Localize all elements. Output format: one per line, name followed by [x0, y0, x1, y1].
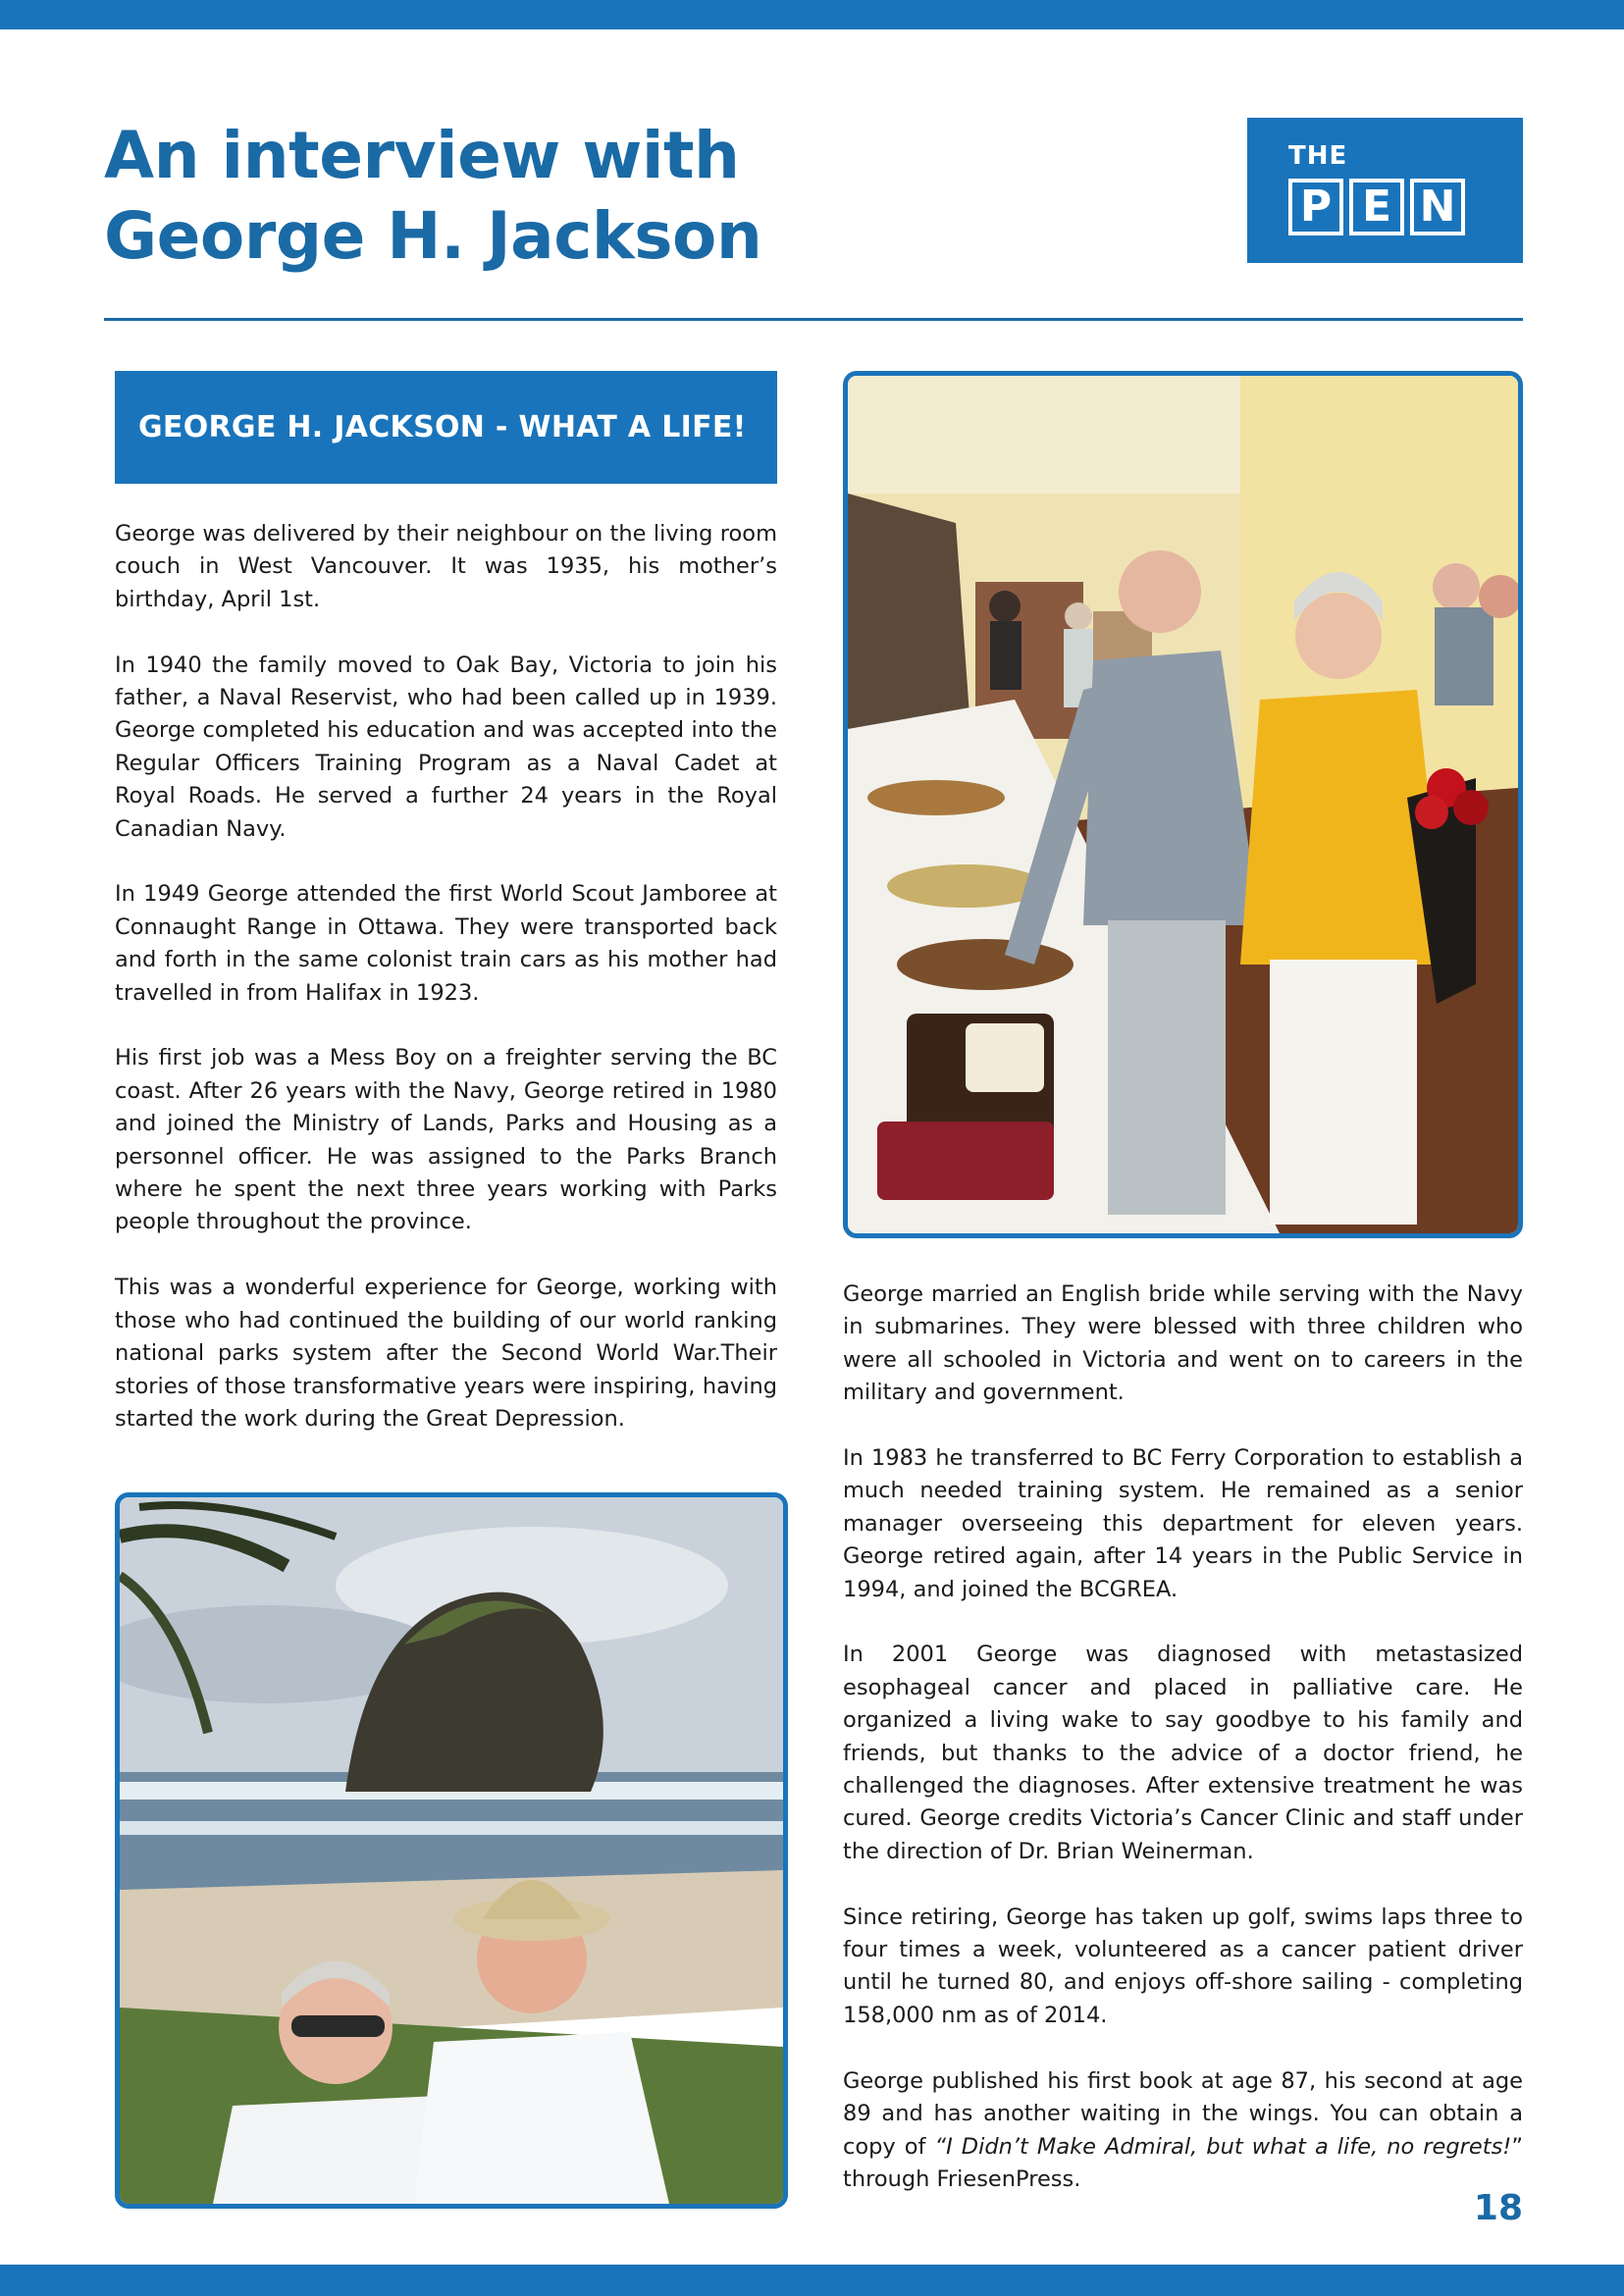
right-article-column [843, 1278, 1523, 2196]
bottom-accent-bar [0, 2265, 1624, 2296]
birthday-party-photo [843, 371, 1523, 1238]
logo-letter-p: P [1288, 179, 1343, 235]
logo-letters [1288, 179, 1465, 235]
page-title [104, 116, 987, 277]
paragraph: In 1949 George attended the first World Scout Jamboree at Connaught Range in Ottawa. They were transported back and forth in the same colonist train cars as his mother had travelled in from Halifax in 1923. [115, 881, 777, 1006]
beach-photo-illustration [120, 1497, 783, 2204]
the-pen-logo [1247, 118, 1523, 263]
book-title: “I Didn’t Make Admiral, but what a life, no regrets! [934, 2133, 1512, 2160]
logo-letter-e: E [1349, 179, 1404, 235]
paragraph: In 1940 the family moved to Oak Bay, Victoria to join his father, a Naval Reservist, who had been called up in 1939. George completed his education and was accepted into the Regular Officers Training Program as a Naval Cadet at Royal Roads. He served a further 24 years in the Royal Canadian Navy. [115, 652, 777, 842]
logo-letter-n: N [1410, 179, 1465, 235]
paragraph: In 1983 he transferred to BC Ferry Corporation to establish a much needed training system. He remained as a senior manager overseeing this department for eleven years. George retired again, after 14 years in the Public Service in 1994, and joined the BCGREA. [843, 1445, 1523, 1602]
paragraph: George was delivered by their neighbour on the living room couch in West Vancouver. It was 1935, his mother’s birthday, April 1st. [115, 521, 777, 612]
beach-couple-photo [115, 1492, 788, 2209]
paragraph: Since retiring, George has taken up golf, swims laps three to four times a week, volunteered as a cancer patient driver until he turned 80, and enjoys off-shore sailing - completing 158,000 nm as of 2014. [843, 1904, 1523, 2028]
section-heading-banner [115, 371, 777, 484]
logo-small-text: THE [1288, 141, 1348, 171]
page-number: 18 [1473, 2188, 1523, 2228]
paragraph: George married an English bride while serving with the Navy in submarines. They were blessed with three children who were all schooled in Victoria and went on to careers in the military and government. [843, 1281, 1523, 1406]
section-heading: GEORGE H. JACKSON - WHAT A LIFE! [138, 410, 747, 444]
top-accent-bar [0, 0, 1624, 29]
page-title-line-1: An interview with [104, 118, 740, 193]
paragraph: In 2001 George was diagnosed with metastasized esophageal cancer and placed in palliative care. He organized a living wake to say goodbye to his family and friends, but thanks to the advice of a doctor friend, he challenged the diagnoses. After extensive treatment he was cured. George credits Victoria’s Cancer Clinic and staff under the direction of Dr. Brian Weinerman. [843, 1642, 1523, 1864]
page-title-line-2: George H. Jackson [104, 198, 762, 274]
paragraph-book [843, 2065, 1523, 2197]
header-divider [104, 318, 1523, 321]
left-article-column [115, 518, 777, 1435]
paragraph: This was a wonderful experience for George, working with those who had continued the building of our world ranking national parks system after the Second World War.Their stories of those transformative years were inspiring, having started the work during the Great Depression. [115, 1275, 777, 1432]
book-paragraph-text: George published his first book at age 87, his second at age 89 and has another waiting in the wings. You can obtain a copy of [843, 2067, 1523, 2160]
party-photo-illustration [848, 376, 1518, 1233]
paragraph: His first job was a Mess Boy on a freighter serving the BC coast. After 26 years with the Navy, George retired in 1980 and joined the Ministry of Lands, Parks and Housing as a personnel officer. He was assigned to the Parks Branch where he spent the next three years working with Parks people throughout the province. [115, 1045, 777, 1235]
book-paragraph-end: ” through FriesenPress. [843, 2133, 1523, 2192]
